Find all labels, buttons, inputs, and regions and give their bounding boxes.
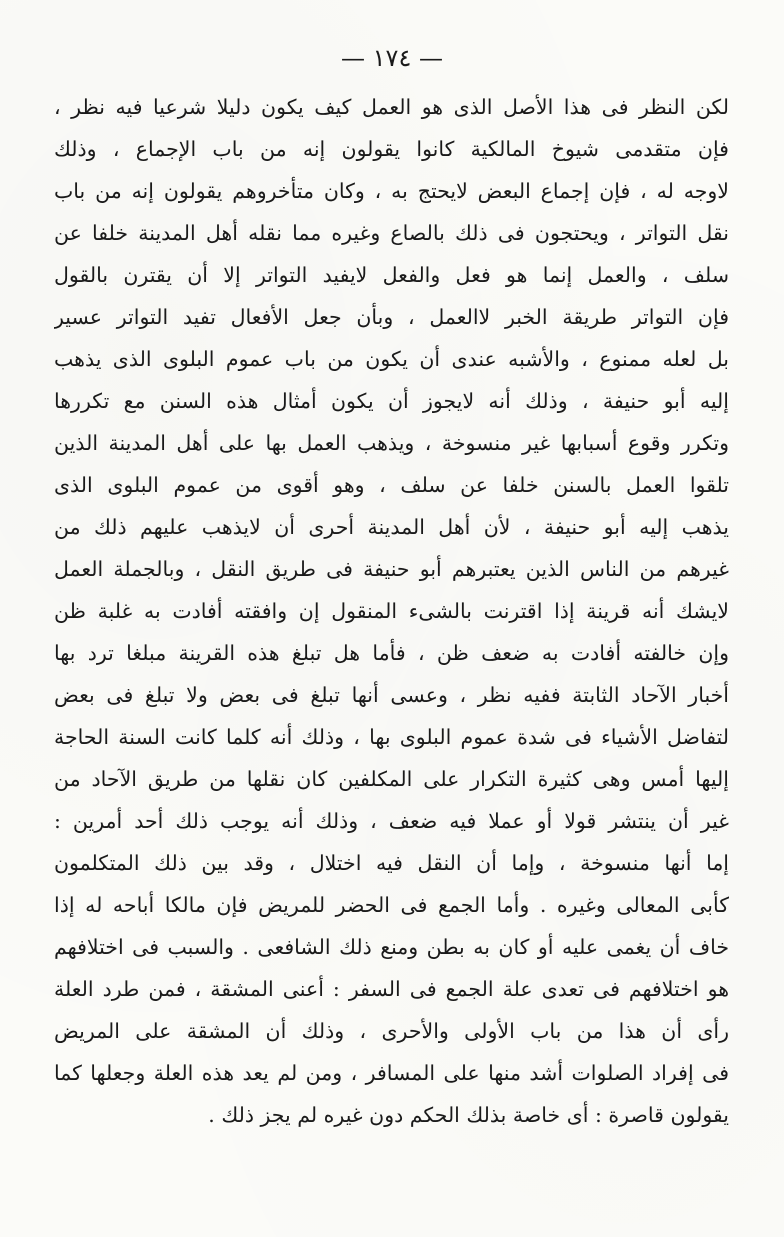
text-line: إليها أمس وهى كثيرة التكرار على المكلفين كان نقلها من طريق الآحاد من: [54, 767, 729, 791]
text-line: كأبى المعالى وغيره . وأما الجمع فى الحضر للمريض فإن مالكا أباحه له إذا: [54, 893, 729, 917]
page-number: — ١٧٤ —: [341, 44, 443, 72]
text-line: إليه أبو حنيفة ، وذلك أنه لايجوز أن يكون أمثال هذه السنن مع تكررها: [54, 389, 729, 413]
text-line: لكن النظر فى هذا الأصل الذى هو العمل كيف يكون دليلا شرعيا فيه نظر ،: [54, 95, 729, 119]
text-line: يذهب إليه أبو حنيفة ، لأن أهل المدينة أحرى أن لايذهب عليهم ذلك من: [54, 515, 729, 539]
text-line: غيرهم من الناس الذين يعتبرهم أبو حنيفة فى طريق النقل ، وبالجملة العمل: [54, 557, 729, 581]
text-line: وإن خالفته أفادت به ضعف ظن ، فأما هل تبلغ هذه القرينة مبلغا ترد بها: [54, 641, 729, 665]
text-line: فإن التواتر طريقة الخبر لاالعمل ، وبأن جعل الأفعال تفيد التواتر عسير: [54, 305, 729, 329]
text-line: غير أن ينتشر قولا أو عملا فيه ضعف ، وذلك أنه يوجب ذلك أحد أمرين :: [54, 809, 729, 833]
text-line: بل لعله ممنوع ، والأشبه عندى أن يكون من باب عموم البلوى الذى يذهب: [54, 347, 729, 371]
text-line: نقل التواتر ، ويحتجون فى ذلك بالصاع وغيره مما نقله أهل المدينة خلفا عن: [54, 221, 729, 245]
text-line: إما أنها منسوخة ، وإما أن النقل فيه اختلال ، وقد بين ذلك المتكلمون: [54, 851, 729, 875]
text-line: وتكرر وقوع أسبابها غير منسوخة ، ويذهب العمل بها على أهل المدينة الذين: [54, 431, 729, 455]
text-line: سلف ، والعمل إنما هو فعل والفعل لايفيد التواتر إلا أن يقترن بالقول: [54, 263, 729, 287]
text-line: لتفاضل الأشياء فى شدة عموم البلوى بها ، وذلك أنه كلما كانت السنة الحاجة: [54, 725, 729, 749]
text-line: فإن متقدمى شيوخ المالكية كانوا يقولون إنه من باب الإجماع ، وذلك: [54, 137, 729, 161]
text-line: رأى أن هذا من باب الأولى والأحرى ، وذلك أن المشقة على المريض: [54, 1019, 729, 1043]
text-line: هو اختلافهم فى تعدى علة الجمع فى السفر : أعنى المشقة ، فمن طرد العلة: [54, 977, 729, 1001]
text-line: أخبار الآحاد الثابتة ففيه نظر ، وعسى أنها تبلغ فى بعض ولا تبلغ فى بعض: [54, 683, 729, 707]
text-line: فى إفراد الصلوات أشد منها على المسافر ، ومن لم يعد هذه العلة وجعلها كما: [54, 1061, 729, 1085]
text-line: لايشك أنه قرينة إذا اقترنت بالشىء المنقول إن وافقته أفادت به غلبة ظن: [54, 599, 729, 623]
body-text: [54, 86, 729, 1136]
text-line: لاوجه له ، فإن إجماع البعض لايحتج به ، وكان متأخروهم يقولون إنه من باب: [54, 179, 729, 203]
text-line: تلقوا العمل بالسنن خلفا عن سلف ، وهو أقوى من عموم البلوى الذى: [54, 473, 729, 497]
text-line: خاف أن يغمى عليه أو كان به بطن ومنع ذلك الشافعى . والسبب فى اختلافهم: [54, 935, 729, 959]
text-line-last: يقولون قاصرة : أى خاصة بذلك الحكم دون غيره لم يجز ذلك .: [208, 1103, 729, 1127]
